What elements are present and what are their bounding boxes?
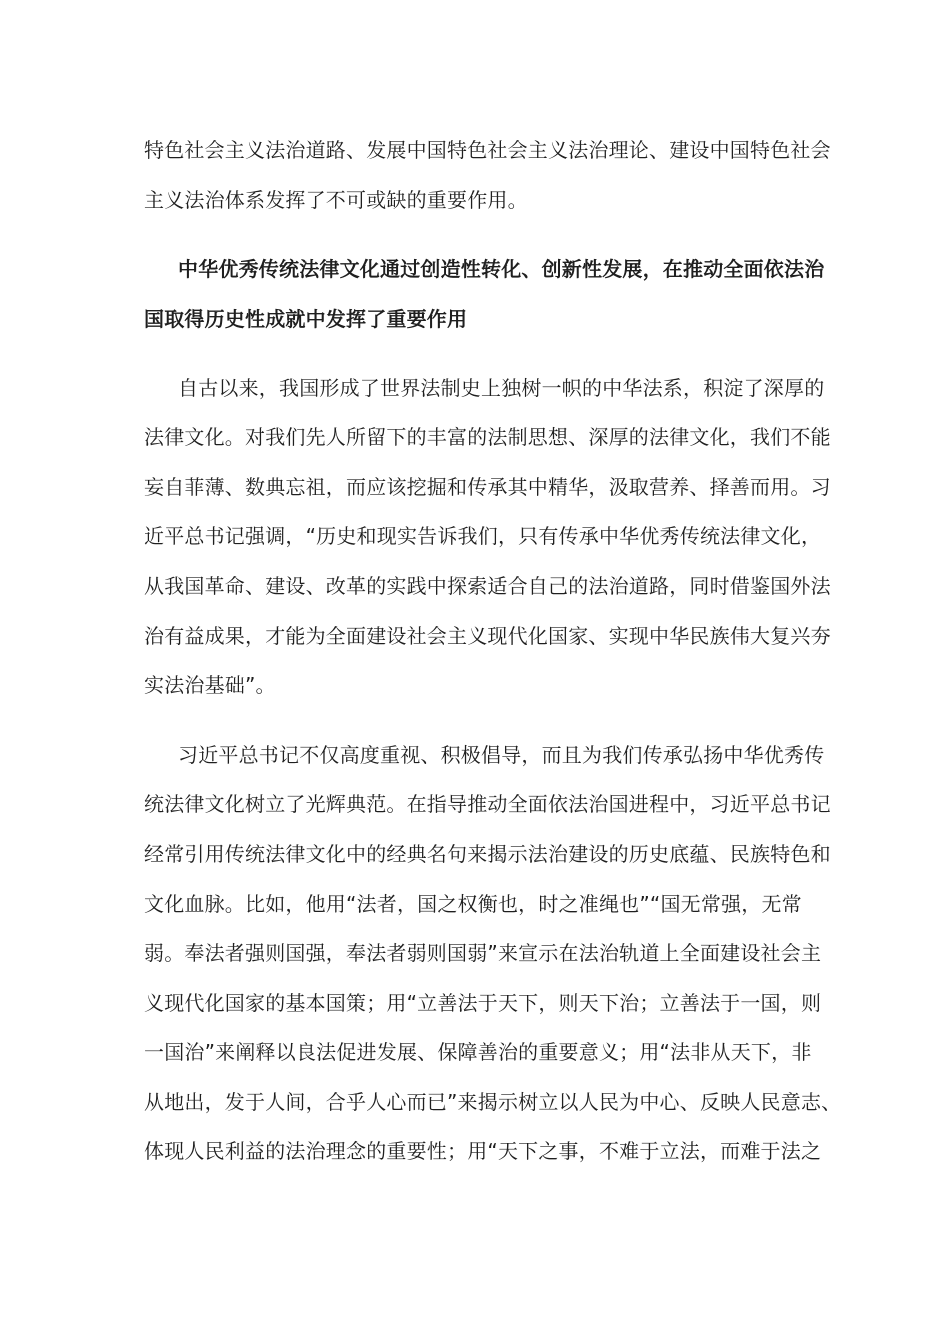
paragraph-2-line-3: 妄自菲薄、数典忘祖，而应该挖掘和传承其中精华，汲取营养、择善而用。习 [144, 475, 831, 499]
section-heading-line-2: 国取得历史性成就中发挥了重要作用 [144, 307, 468, 331]
paragraph-3-line-6: 义现代化国家的基本国策；用“立善法于天下，则天下治；立善法于一国，则 [144, 991, 822, 1015]
paragraph-1-line-2: 主义法治体系发挥了不可或缺的重要作用。 [144, 188, 528, 212]
paragraph-3-line-2: 统法律文化树立了光辉典范。在指导推动全面依法治国进程中，习近平总书记 [144, 792, 831, 816]
paragraph-3-line-9: 体现人民利益的法治理念的重要性；用“天下之事，不难于立法，而难于法之 [144, 1139, 822, 1163]
paragraph-2-line-5: 从我国革命、建设、改革的实践中探索适合自己的法治道路，同时借鉴国外法 [144, 574, 831, 598]
paragraph-3-line-4: 文化血脉。比如，他用“法者，国之权衡也，时之准绳也”“国无常强，无常 [144, 892, 802, 916]
paragraph-2-line-6: 治有益成果，才能为全面建设社会主义现代化国家、实现中华民族伟大复兴夯 [144, 624, 831, 648]
paragraph-3-line-7: 一国治”来阐释以良法促进发展、保障善治的重要意义；用“法非从天下，非 [144, 1040, 812, 1064]
paragraph-2-line-7: 实法治基础”。 [144, 673, 276, 697]
section-heading-line-1: 中华优秀传统法律文化通过创造性转化、创新性发展，在推动全面依法治 [178, 257, 825, 281]
paragraph-2-line-4: 近平总书记强调，“历史和现实告诉我们，只有传承中华优秀传统法律文化， [144, 524, 822, 548]
paragraph-3-line-1: 习近平总书记不仅高度重视、积极倡导，而且为我们传承弘扬中华优秀传 [178, 743, 825, 767]
paragraph-3-line-8: 从地出，发于人间，合乎人心而已”来揭示树立以人民为中心、反映人民意志、 [144, 1090, 842, 1114]
paragraph-2-line-2: 法律文化。对我们先人所留下的丰富的法制思想、深厚的法律文化，我们不能 [144, 425, 831, 449]
paragraph-1-line-1: 特色社会主义法治道路、发展中国特色社会主义法治理论、建设中国特色社会 [144, 138, 831, 162]
paragraph-2-line-1: 自古以来，我国形成了世界法制史上独树一帜的中华法系，积淀了深厚的 [178, 376, 825, 400]
paragraph-3-line-5: 弱。奉法者强则国强，奉法者弱则国弱”来宣示在法治轨道上全面建设社会主 [144, 941, 822, 965]
paragraph-3-line-3: 经常引用传统法律文化中的经典名句来揭示法治建设的历史底蕴、民族特色和 [144, 842, 831, 866]
